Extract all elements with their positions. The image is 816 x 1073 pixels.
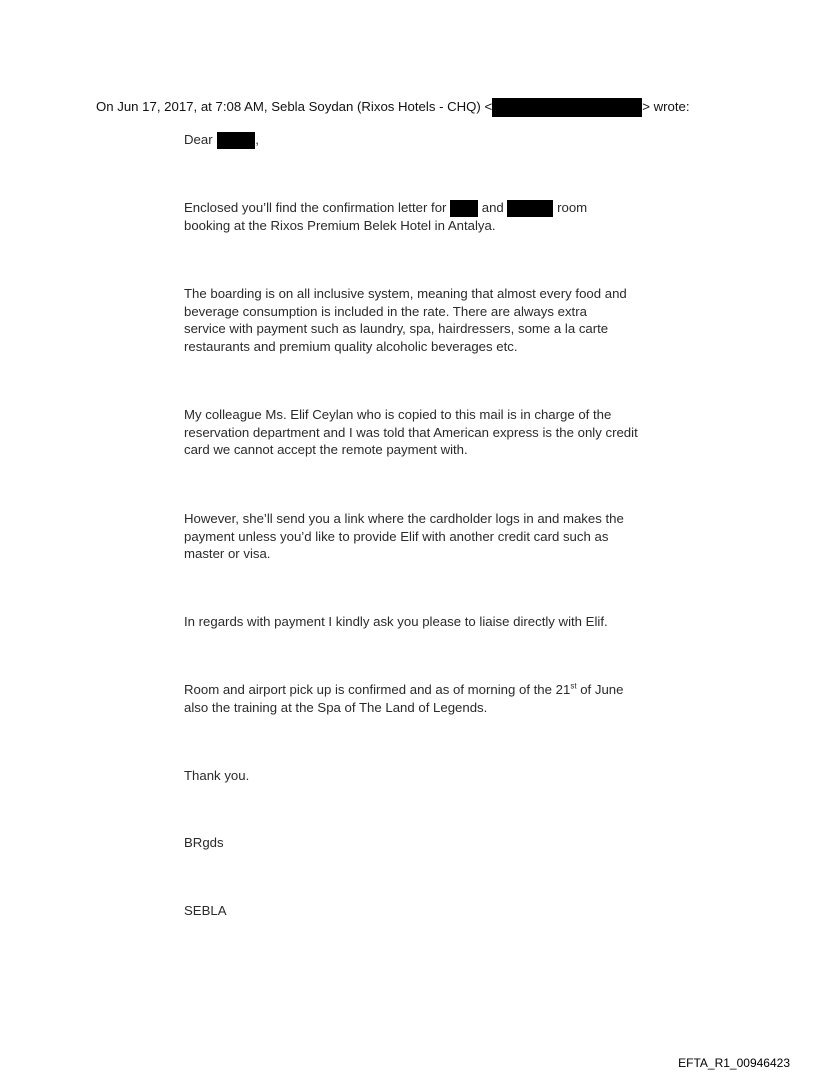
redacted-name bbox=[217, 132, 255, 149]
p6-text-a: Room and airport pick up is confirmed and as of morning of the 21 bbox=[184, 682, 571, 697]
redacted-email bbox=[492, 98, 642, 117]
p6-text-b: of June also the training at the Spa of The Land of Legends. bbox=[184, 682, 624, 715]
paragraph-confirmation-training bbox=[184, 681, 649, 716]
signature: SEBLA bbox=[184, 903, 227, 918]
paragraph-liaise: In regards with payment I kindly ask you please to liaise directly with Elif. bbox=[184, 614, 608, 629]
paragraph-regards: BRgds bbox=[184, 835, 224, 850]
email-header-line bbox=[96, 98, 689, 117]
p1-text-c: room bbox=[557, 200, 588, 215]
paragraph-reservation: My colleague Ms. Elif Ceylan who is copied to this mail is in charge of the reservation department and I was told that American express is the only credit card we cannot accept the remote payment with. bbox=[184, 407, 638, 457]
p1-text-b: and bbox=[481, 200, 504, 215]
document-id: EFTA_R1_00946423 bbox=[678, 1056, 790, 1070]
redacted-name-2 bbox=[507, 200, 553, 217]
greeting bbox=[184, 131, 259, 149]
header-prefix: On Jun 17, 2017, at 7:08 AM, Sebla Soydan (Rixos Hotels - CHQ) < bbox=[96, 99, 493, 114]
p1-text-d: booking at the Rixos Premium Belek Hotel in Antalya. bbox=[184, 218, 496, 234]
paragraph-payment-link: However, she’ll send you a link where the cardholder logs in and makes the payment unless you’d like to provide Elif with another credit card such as master or visa. bbox=[184, 511, 624, 561]
header-suffix: > wrote: bbox=[642, 99, 690, 114]
p6-superscript: st bbox=[570, 681, 577, 691]
greeting-punct: , bbox=[255, 132, 259, 147]
paragraph-boarding: The boarding is on all inclusive system, meaning that almost every food and beverage consumption is included in the rate. There are always extra service with payment such as laundry, spa, hairdressers, some a la carte restaurants and premium quality alcoholic beverages etc. bbox=[184, 286, 627, 354]
paragraph-confirmation bbox=[184, 199, 644, 235]
redacted-name-1 bbox=[450, 200, 478, 217]
greeting-text: Dear bbox=[184, 132, 213, 147]
paragraph-thanks: Thank you. bbox=[184, 768, 250, 783]
p1-text-a: Enclosed you’ll find the confirmation letter for bbox=[184, 200, 447, 215]
